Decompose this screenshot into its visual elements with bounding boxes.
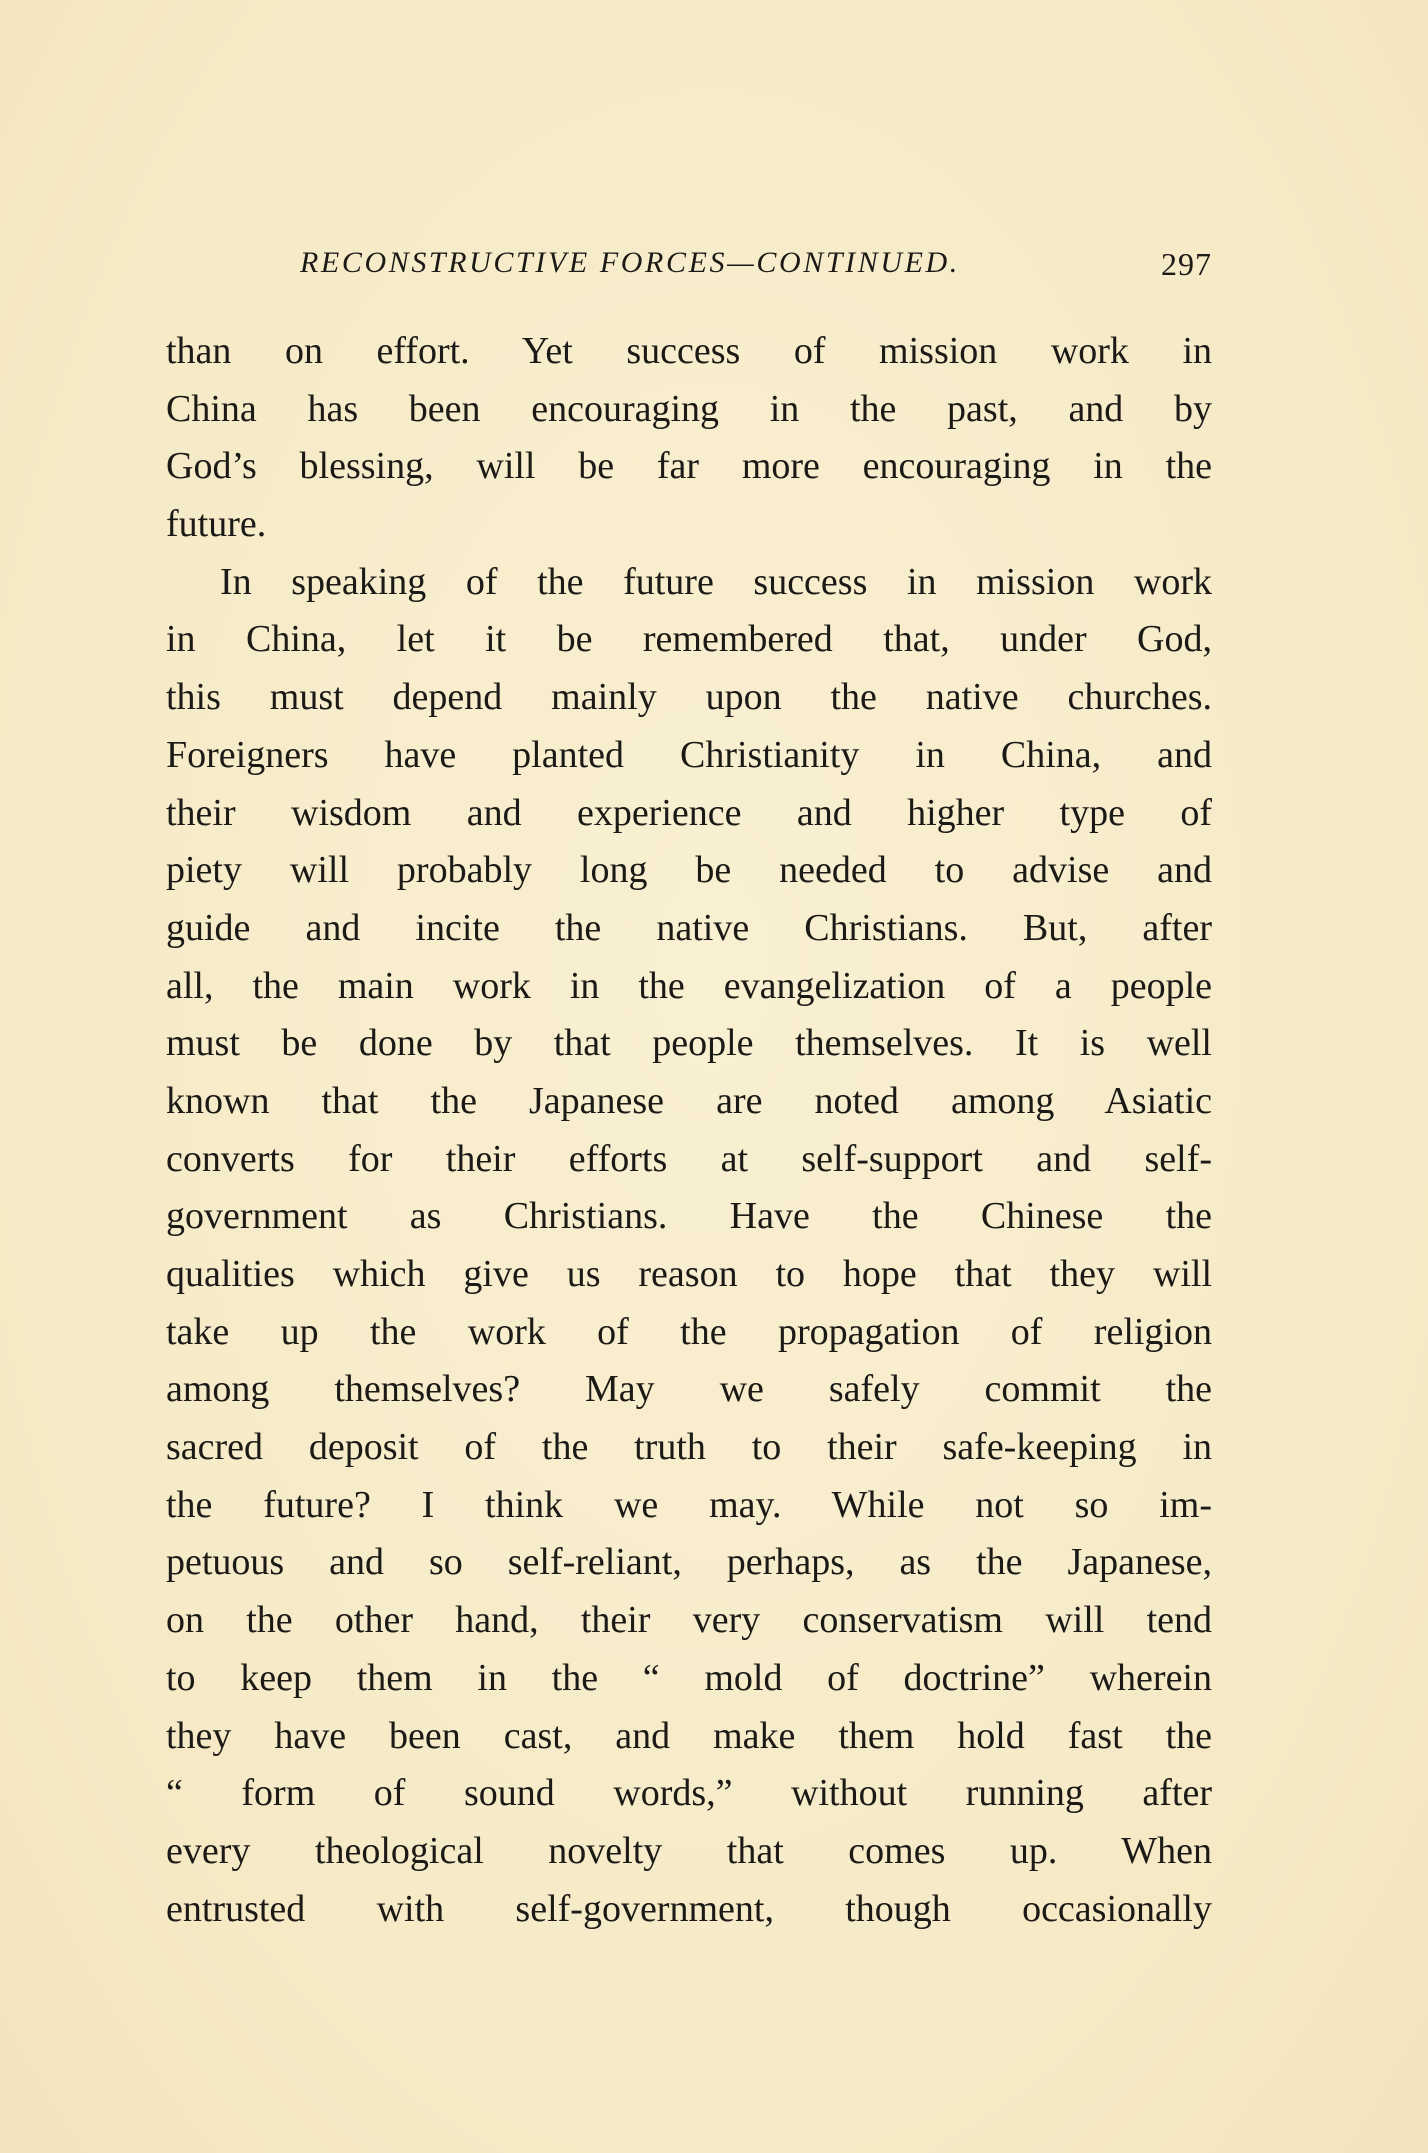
text-line: sacred deposit of the truth to their safe-keeping in	[166, 1426, 1212, 1469]
text-line: entrusted with self-government, though occasionally	[166, 1887, 1212, 1930]
text-line: than on effort. Yet success of mission work in	[166, 330, 1212, 372]
text-line: every theological novelty that comes up. When	[166, 1829, 1212, 1872]
text-line: on the other hand, their very conservatism will tend	[166, 1599, 1212, 1642]
text-line: in China, let it be remembered that, under God,	[166, 618, 1212, 661]
page-number: 297	[1161, 246, 1212, 282]
text-line: government as Christians. Have the Chinese the	[166, 1195, 1212, 1238]
text-line: must be done by that people themselves. It is well	[166, 1022, 1212, 1065]
text-line: qualities which give us reason to hope that they will	[166, 1253, 1212, 1295]
text-line: this must depend mainly upon the native churches.	[166, 676, 1212, 719]
text-line: to keep them in the “ mold of doctrine” wherein	[166, 1656, 1212, 1699]
text-line: all, the main work in the evangelization of a people	[166, 964, 1212, 1007]
text-line: among themselves? May we safely commit the	[166, 1368, 1212, 1411]
text-line: piety will probably long be needed to advise and	[166, 849, 1212, 892]
text-line: “ form of sound words,” without running after	[166, 1772, 1212, 1815]
text-line: Foreigners have planted Christianity in China, and	[166, 733, 1212, 776]
running-head	[300, 246, 1212, 286]
body-text	[166, 323, 1212, 1938]
text-line: take up the work of the propagation of religion	[166, 1310, 1212, 1353]
text-line: guide and incite the native Christians. But, after	[166, 906, 1212, 949]
text-line: petuous and so self-reliant, perhaps, as the Japanese,	[166, 1541, 1212, 1584]
text-line: future.	[166, 503, 267, 546]
running-title: RECONSTRUCTIVE FORCES—CONTINUED.	[300, 246, 960, 279]
text-line: China has been encouraging in the past, and by	[166, 387, 1212, 430]
text-line: known that the Japanese are noted among Asiatic	[166, 1079, 1212, 1122]
text-line: the future? I think we may. While not so im-	[166, 1483, 1212, 1526]
text-line: God’s blessing, will be far more encouraging in the	[166, 445, 1212, 488]
text-line: their wisdom and experience and higher type of	[166, 791, 1212, 834]
text-line: they have been cast, and make them hold fast the	[166, 1714, 1212, 1757]
text-line: converts for their efforts at self-support and self-	[166, 1137, 1212, 1180]
paragraph-start-line: In speaking of the future success in mission work	[220, 560, 1212, 603]
